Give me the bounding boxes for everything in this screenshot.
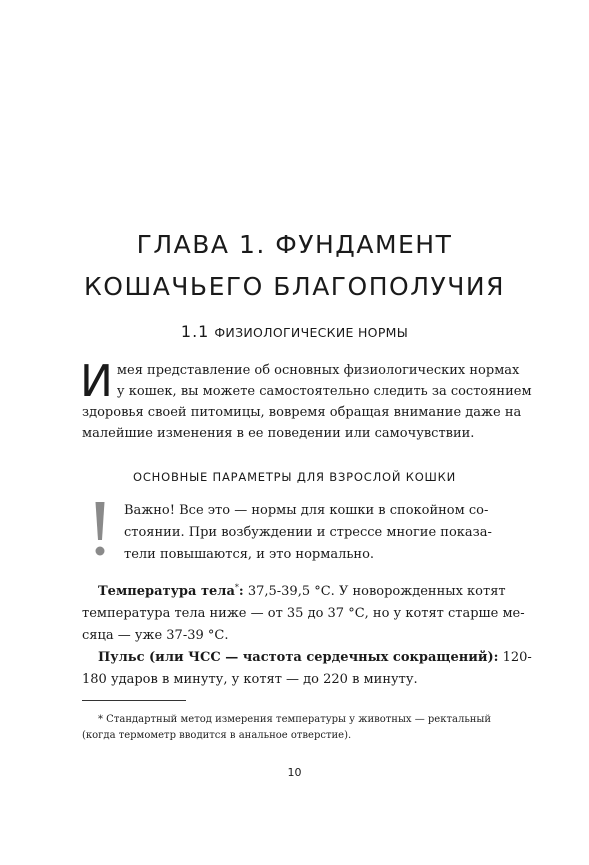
temperature-line: сяца — уже 37-39 °С. bbox=[82, 628, 229, 643]
chapter-title-line-1: ГЛАВА 1. ФУНДАМЕНТ bbox=[136, 230, 453, 259]
important-note bbox=[124, 500, 524, 566]
pulse-line bbox=[82, 647, 534, 669]
footnote bbox=[82, 712, 534, 744]
temperature-label: Температура тела bbox=[98, 584, 235, 599]
note-line: тели повышаются, и это нормально. bbox=[124, 547, 375, 562]
section-heading bbox=[0, 322, 589, 341]
page-number: 10 bbox=[287, 766, 302, 779]
footnote-line: (когда термометр вводится в анальное отверстие). bbox=[82, 730, 352, 741]
chapter-title-line-2: КОШАЧЬЕГО БЛАГОПОЛУЧИЯ bbox=[84, 272, 505, 301]
intro-paragraph bbox=[80, 356, 532, 444]
temperature-line bbox=[82, 581, 534, 603]
subsection-heading: ОСНОВНЫЕ ПАРАМЕТРЫ ДЛЯ ВЗРОСЛОЙ КОШКИ bbox=[132, 470, 457, 484]
drop-cap: И bbox=[80, 356, 113, 407]
intro-line: мея представление об основных физиологических нормах bbox=[116, 363, 520, 378]
note-line: стоянии. При возбуждении и стрессе многие показа- bbox=[124, 525, 492, 540]
exclamation-icon bbox=[92, 500, 108, 558]
footnote-line: * Стандартный метод измерения температуры у животных — ректальный bbox=[98, 714, 492, 725]
intro-line: малейшие изменения в ее поведении или самочувствии. bbox=[82, 426, 475, 441]
pulse-label: Пульс (или ЧСС — частота сердечных сокращений): bbox=[98, 650, 499, 665]
pulse-line: 180 ударов в минуту, у котят — до 220 в минуту. bbox=[82, 672, 418, 687]
footnote-divider bbox=[82, 700, 186, 701]
parameters-text bbox=[82, 581, 534, 691]
chapter-title bbox=[0, 224, 589, 308]
temperature-value: 37,5-39,5 °С. У новорожденных котят bbox=[243, 584, 506, 599]
temperature-line: температура тела ниже — от 35 до 37 °С, но у котят старше ме- bbox=[82, 606, 525, 621]
section-title: ФИЗИОЛОГИЧЕСКИЕ НОРМЫ bbox=[214, 325, 409, 340]
temperature-colon: : bbox=[238, 584, 244, 599]
intro-line: у кошек, вы можете самостоятельно следить за состоянием bbox=[116, 384, 532, 399]
footnote-marker[interactable]: * bbox=[234, 583, 239, 592]
intro-line: здоровья своей питомицы, вовремя обращая внимание даже на bbox=[82, 405, 522, 420]
note-line: Важно! Все это — нормы для кошки в спокойном со- bbox=[124, 503, 489, 518]
pulse-value: 120- bbox=[498, 650, 532, 665]
section-number: 1.1 bbox=[180, 322, 210, 341]
